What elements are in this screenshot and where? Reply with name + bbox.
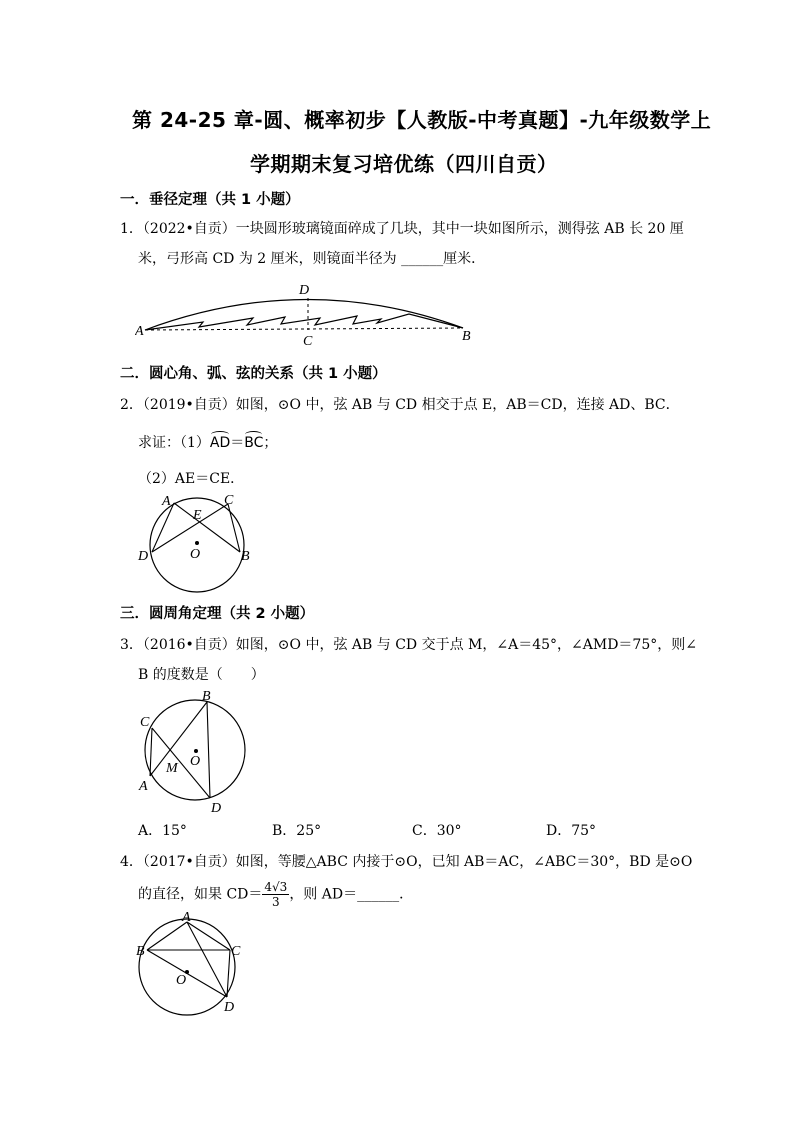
q4-label-a: A bbox=[182, 912, 191, 925]
section-heading-2: 二．圆心角、弧、弦的关系（共 1 小题） bbox=[120, 366, 387, 382]
q3-option-d[interactable]: D．75° bbox=[546, 823, 597, 839]
q3-label-o: O bbox=[190, 754, 201, 769]
question-4-figure bbox=[132, 912, 262, 1022]
q3-label-b: B bbox=[202, 689, 211, 704]
q2-label-o: O bbox=[190, 547, 201, 562]
question-2-line1: 2．（2019•自贡）如图，⊙O 中，弦 AB 与 CD 相交于点 E，AB＝CD，连接 AD、BC． bbox=[120, 397, 680, 413]
q2-label-e: E bbox=[193, 508, 202, 523]
q3-label-c: C bbox=[140, 715, 150, 730]
question-1-line2: 米，弓形高 CD 为 2 厘米，则镜面半径为 ______厘米． bbox=[138, 251, 486, 267]
question-1-line1: 1．（2022•自贡）一块圆形玻璃镜面碎成了几块，其中一块如图所示，测得弦 AB 长 20 厘 bbox=[120, 221, 684, 237]
page-title-line2: 学期期末复习培优练（四川自贡） bbox=[250, 152, 558, 176]
q4-fraction bbox=[262, 880, 289, 909]
q2-proof-prefix: 求证：（1） bbox=[138, 435, 210, 451]
q2-label-c: C bbox=[224, 493, 234, 508]
q3-label-a: A bbox=[139, 779, 148, 794]
q1-label-d: D bbox=[299, 283, 310, 298]
q4-line2-suffix: ，则 AD＝______． bbox=[289, 886, 414, 903]
q1-label-b: B bbox=[462, 329, 471, 344]
question-4-line2 bbox=[138, 880, 413, 909]
q1-label-a: A bbox=[135, 324, 144, 339]
q1-label-c: C bbox=[303, 334, 313, 348]
q4-line2-prefix: 的直径，如果 CD＝ bbox=[138, 886, 263, 903]
q2-label-a: A bbox=[162, 494, 171, 509]
question-2-figure bbox=[132, 490, 262, 600]
q2-eq: ＝ bbox=[230, 435, 245, 451]
q4-label-c: C bbox=[231, 944, 241, 959]
q4-label-d: D bbox=[224, 1000, 235, 1015]
question-1-figure bbox=[135, 278, 495, 348]
q3-option-c[interactable]: C．30° bbox=[412, 823, 462, 839]
q3-label-d: D bbox=[211, 801, 222, 816]
q3-option-a[interactable]: A．15° bbox=[138, 823, 187, 839]
q4-label-o: O bbox=[176, 973, 187, 988]
q4-frac-den: 3 bbox=[272, 895, 280, 909]
question-3-line1: 3．（2016•自贡）如图，⊙O 中，弦 AB 与 CD 交于点 M，∠A＝45°，∠AMD＝75°，则∠ bbox=[120, 637, 697, 653]
q2-arc-2: BC bbox=[244, 435, 264, 451]
page-title-line1: 第 24-25 章-圆、概率初步【人教版-中考真题】-九年级数学上 bbox=[132, 108, 712, 132]
section-heading-3: 三．圆周角定理（共 2 小题） bbox=[120, 606, 315, 622]
q4-frac-num: 4√3 bbox=[264, 880, 288, 894]
question-3-line2: B 的度数是（ ） bbox=[138, 667, 265, 683]
q2-proof-suffix: ； bbox=[263, 435, 278, 451]
q3-label-m: M bbox=[166, 761, 178, 776]
section-heading-1: 一．垂径定理（共 1 小题） bbox=[120, 192, 300, 208]
q2-label-d: D bbox=[138, 549, 149, 564]
q2-label-b: B bbox=[241, 549, 250, 564]
q4-label-b: B bbox=[136, 944, 145, 959]
question-2-proof-line bbox=[138, 432, 277, 452]
question-2-part2: （2）AE＝CE． bbox=[138, 471, 245, 487]
question-3-figure bbox=[132, 688, 262, 818]
question-4-line1: 4．（2017•自贡）如图，等腰△ABC 内接于⊙O，已知 AB＝AC，∠ABC＝30°，BD 是⊙O bbox=[120, 854, 693, 870]
q3-option-b[interactable]: B．25° bbox=[272, 823, 322, 839]
q2-arc-1: AD bbox=[209, 435, 231, 451]
